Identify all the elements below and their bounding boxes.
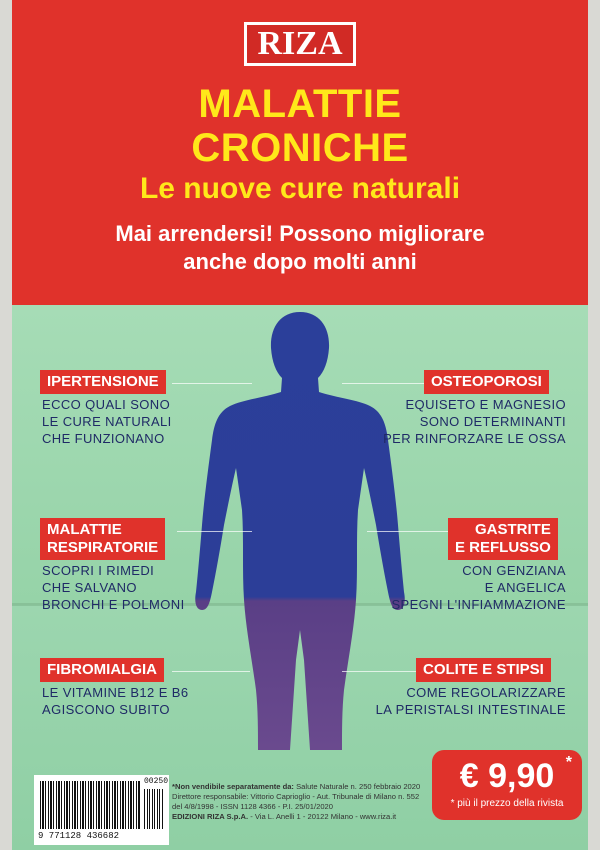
header-band [12,0,588,305]
desc-fibromialgia: LE VITAMINE B12 E B6 AGISCONO SUBITO [42,685,189,717]
barcode-bars [40,781,140,829]
tag-osteoporosi: OSTEOPOROSI [424,370,549,394]
barcode-addon-bars [144,789,164,829]
tagline-line-2: anche dopo molti anni [183,249,417,274]
leader-line-osteoporosi [342,383,424,384]
barcode-number: 9 771128 436682 [38,831,120,841]
leader-line-fibromialgia [172,671,250,672]
price-badge [432,750,582,820]
leader-line-ipertensione [172,383,252,384]
subtitle: Le nuove cure naturali [139,172,461,205]
publication-info: *Non vendibile separatamente da: Salute Naturale n. 250 febbraio 2020 Direttore responsabile: Vittorio Caprioglio - Aut. Tribunale di Milano n. 552 del 4/8/1998 - ISSN 1128 4366 - P.I. 25/01/2020 EDIZIONI RIZA S.p.A. - Via L. Anelli 1 - 20122 Milano - www.riza.it [172,782,421,821]
barcode-addon-number: 00250 [144,777,169,786]
leader-line-gastrite [367,531,448,532]
price-value: € 9,90 [459,757,555,795]
leader-line-colite [342,671,416,672]
riza-logo: RIZA [244,22,356,66]
magazine-cover [12,0,588,850]
title-line-1: MALATTIE [198,82,402,126]
desc-gastrite: CON GENZIANA E ANGELICA SPEGNI L'INFIAMMAZIONE [391,563,566,612]
tagline-line-1: Mai arrendersi! Possono migliorare [115,221,485,246]
desc-osteoporosi: EQUISETO E MAGNESIO SONO DETERMINANTI PER RINFORZARE LE OSSA [383,397,566,446]
leader-line-respiratorie [177,531,252,532]
barcode [34,775,169,845]
desc-colite: COME REGOLARIZZARE LA PERISTALSI INTESTINALE [375,685,566,717]
tag-gastrite-reflusso: GASTRITE E REFLUSSO [448,518,558,560]
tag-fibromialgia: FIBROMIALGIA [40,658,164,682]
title-line-2: CRONICHE [191,126,409,170]
tag-colite-stipsi: COLITE E STIPSI [416,658,551,682]
price-note: * più il prezzo della rivista [450,798,564,809]
tag-malattie-respiratorie: MALATTIE RESPIRATORIE [40,518,165,560]
price-asterisk: * [565,754,572,771]
desc-ipertensione: ECCO QUALI SONO LE CURE NATURALI CHE FUNZIONANO [42,397,172,446]
tag-ipertensione: IPERTENSIONE [40,370,166,394]
desc-respiratorie: SCOPRI I RIMEDI CHE SALVANO BRONCHI E POLMONI [42,563,185,612]
